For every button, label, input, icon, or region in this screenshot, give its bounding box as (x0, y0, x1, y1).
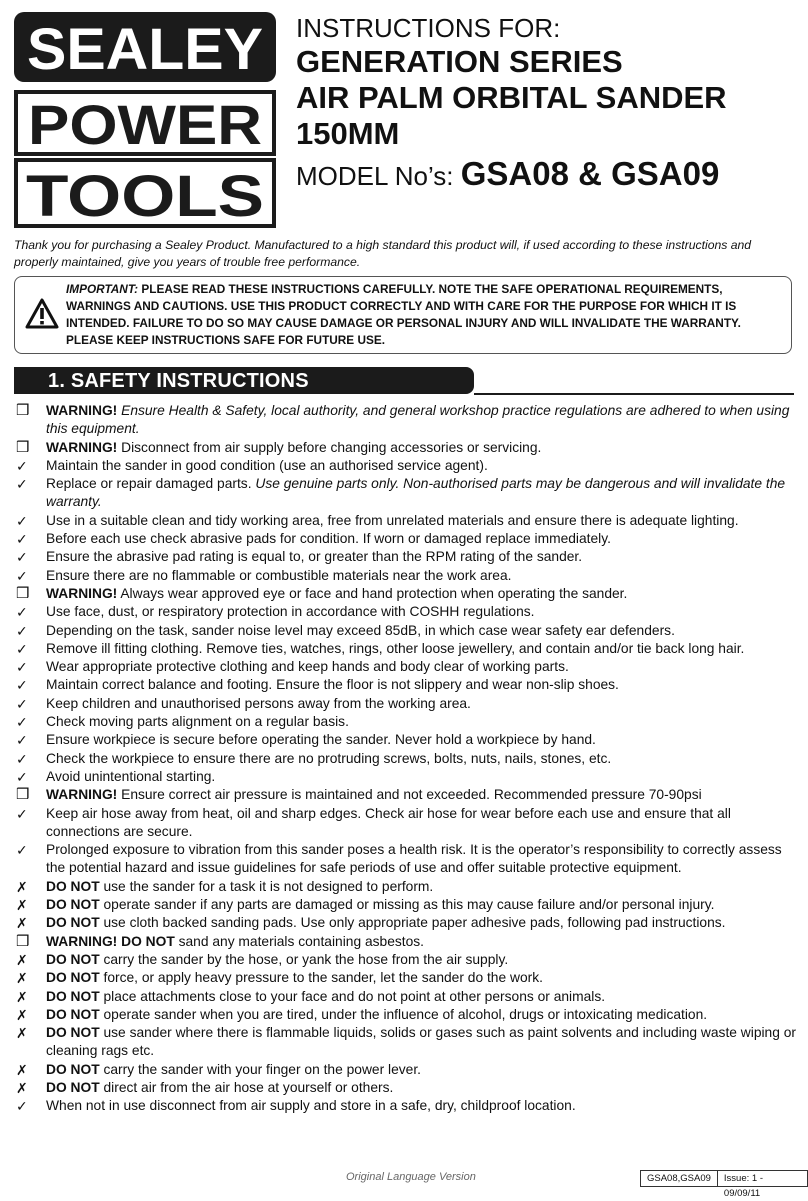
cross-mark-icon: ✗ (16, 970, 28, 987)
item-text: Replace or repair damaged parts. (46, 476, 256, 492)
item-text: When not in use disconnect from air supply and store in a safe, dry, childproof location. (46, 1098, 576, 1114)
cross-mark-icon: ✗ (16, 1006, 28, 1023)
item-text: use cloth backed sanding pads. Use only appropriate paper adhesive pads, following pad instructions. (99, 915, 726, 931)
item-emphasis: DO NOT (46, 878, 100, 894)
item-text: Ensure correct air pressure is maintained and not exceeded. Recommended pressure 70-90psi (117, 787, 702, 803)
instruction-item (14, 969, 798, 987)
instruction-item (14, 1097, 798, 1115)
item-emphasis: DO NOT (46, 915, 100, 931)
instruction-item (14, 567, 798, 585)
sealey-power-tools-logo (14, 12, 276, 228)
item-emphasis: DO NOT (46, 897, 100, 913)
logo-tools-text: TOOLS (26, 164, 264, 228)
item-emphasis: WARNING! DO NOT (46, 933, 175, 949)
item-text: Ensure there are no flammable or combustible materials near the work area. (46, 567, 512, 583)
check-mark-icon: ✓ (16, 622, 28, 639)
check-mark-icon: ✓ (16, 750, 28, 767)
title-line-3: 150MM (296, 116, 400, 151)
item-text: operate sander when you are tired, under the influence of alcohol, drugs or intoxicating medication. (99, 1006, 708, 1022)
check-mark-icon: ✓ (16, 805, 28, 822)
instruction-item (14, 731, 798, 749)
model-label: MODEL No’s: (296, 161, 454, 191)
footer-info-box (640, 1170, 808, 1199)
warning-box-icon: ❒ (16, 584, 30, 602)
cross-mark-icon: ✗ (16, 878, 28, 895)
logo-sealey-text: SEALEY (27, 17, 263, 82)
instruction-item (14, 695, 798, 713)
instruction-item (14, 585, 798, 603)
important-body: PLEASE READ THESE INSTRUCTIONS CAREFULLY. NOTE THE SAFE OPERATIONAL REQUIREMENTS, WARNINGS AND CAUTIONS. USE THIS PRODUCT CORRECTLY AND WITH CARE FOR THE PURPOSE FOR WHICH IT IS INTENDED. FAILURE TO DO SO MAY CAUSE DAMAGE OR PERSONAL INJURY AND WILL INVALIDATE THE WARRANTY. PLEASE KEEP INSTRUCTIONS SAFE FOR FUTURE USE. (66, 282, 741, 347)
cross-mark-icon: ✗ (16, 951, 28, 968)
warning-box-icon: ❒ (16, 786, 30, 804)
item-text: Before each use check abrasive pads for condition. If worn or damaged replace immediately. (46, 531, 611, 547)
check-mark-icon: ✓ (16, 714, 28, 731)
check-mark-icon: ✓ (16, 677, 28, 694)
item-italic-text: Use genuine parts only. Non-authorised parts may be dangerous and will invalidate the warranty. (46, 476, 786, 510)
item-text: Ensure workpiece is secure before operating the sander. Never hold a workpiece by hand. (46, 732, 596, 748)
instruction-item (14, 951, 798, 969)
check-mark-icon: ✓ (16, 567, 28, 584)
instruction-item (14, 1061, 798, 1079)
item-text: Ensure Health & Safety, local authority, and general workshop practice regulations are adhered to when using this equipment. (46, 403, 790, 437)
instruction-item (14, 768, 798, 786)
model-line (296, 154, 801, 196)
important-label: IMPORTANT: (66, 282, 139, 296)
check-mark-icon: ✓ (16, 531, 28, 548)
instruction-item (14, 402, 798, 439)
instruction-item (14, 457, 798, 475)
item-text: Check moving parts alignment on a regular basis. (46, 714, 349, 730)
instruction-item (14, 603, 798, 621)
logo-power-text: POWER (28, 93, 262, 156)
item-text: Always wear approved eye or face and hand protection when operating the sander. (117, 585, 628, 601)
item-text: Keep children and unauthorised persons away from the working area. (46, 695, 471, 711)
document-header (296, 12, 801, 196)
item-text: force, or apply heavy pressure to the sander, let the sander do the work. (99, 970, 543, 986)
item-text: Ensure the abrasive pad rating is equal to, or greater than the RPM rating of the sander. (46, 549, 583, 565)
section-title: 1. SAFETY INSTRUCTIONS (48, 370, 309, 392)
item-emphasis: WARNING! (46, 585, 118, 601)
cross-mark-icon: ✗ (16, 897, 28, 914)
instruction-item (14, 933, 798, 951)
instruction-item (14, 750, 798, 768)
instruction-item (14, 805, 798, 842)
item-emphasis: WARNING! (46, 403, 118, 418)
cross-mark-icon: ✗ (16, 1079, 28, 1096)
cross-mark-icon: ✗ (16, 1025, 28, 1042)
instruction-item (14, 914, 798, 932)
check-mark-icon: ✓ (16, 768, 28, 785)
item-emphasis: DO NOT (46, 951, 100, 967)
item-emphasis: WARNING! (46, 787, 118, 803)
warning-triangle-icon (25, 298, 59, 330)
check-mark-icon: ✓ (16, 512, 28, 529)
instruction-item (14, 1006, 798, 1024)
item-text: Disconnect from air supply before changing accessories or servicing. (117, 439, 542, 455)
instruction-item (14, 988, 798, 1006)
warning-box-icon: ❒ (16, 932, 30, 950)
title-line-1: GENERATION SERIES (296, 44, 623, 79)
item-text: operate sander if any parts are damaged or missing as this may cause failure and/or personal injury. (99, 897, 715, 913)
item-text: Use in a suitable clean and tidy working area, free from unrelated materials and ensure there is adequate lighting. (46, 512, 739, 528)
item-text: Depending on the task, sander noise level may exceed 85dB, in which case wear safety ear defenders. (46, 622, 675, 638)
check-mark-icon: ✓ (16, 457, 28, 474)
cross-mark-icon: ✗ (16, 915, 28, 932)
instruction-item (14, 439, 798, 457)
check-mark-icon: ✓ (16, 842, 28, 859)
important-notice-box (14, 276, 792, 354)
item-text: Wear appropriate protective clothing and keep hands and body clear of working parts. (46, 659, 569, 675)
item-emphasis: DO NOT (46, 970, 100, 986)
item-text: Use face, dust, or respiratory protection in accordance with COSHH regulations. (46, 604, 535, 620)
title-line-2: AIR PALM ORBITAL SANDER (296, 80, 727, 115)
item-text: use the sander for a task it is not designed to perform. (99, 878, 434, 894)
thank-you-text: Thank you for purchasing a Sealey Product. Manufactured to a high standard this product will, if used according to these instructions and properly maintained, give you years of trouble free performance. (14, 238, 752, 269)
instruction-item (14, 475, 798, 512)
check-mark-icon: ✓ (16, 476, 28, 493)
important-text (66, 281, 783, 349)
item-text: sand any materials containing asbestos. (174, 933, 425, 949)
instruction-item (14, 841, 798, 878)
instruction-item (14, 1024, 798, 1061)
cross-mark-icon: ✗ (16, 1061, 28, 1078)
check-mark-icon: ✓ (16, 1098, 28, 1115)
instruction-item (14, 530, 798, 548)
instruction-item (14, 512, 798, 530)
footer-issue: Issue: 1 - 09/09/11 (717, 1171, 807, 1186)
section-heading-bar (14, 367, 474, 394)
check-mark-icon: ✓ (16, 640, 28, 657)
item-emphasis: DO NOT (46, 1025, 100, 1041)
item-text: carry the sander by the hose, or yank the hose from the air supply. (99, 951, 509, 967)
instruction-item (14, 640, 798, 658)
item-text: Keep air hose away from heat, oil and sharp edges. Check air hose for wear before each use and ensure that all connections are secure. (46, 805, 731, 839)
check-mark-icon: ✓ (16, 659, 28, 676)
item-emphasis: DO NOT (46, 1061, 100, 1077)
original-language-note: Original Language Version (346, 1171, 476, 1183)
item-text: Maintain the sander in good condition (use an authorised service agent). (46, 457, 488, 473)
instructions-for-label: INSTRUCTIONS FOR: (296, 13, 561, 43)
safety-instructions-list (14, 402, 798, 1116)
instruction-item (14, 676, 798, 694)
instruction-item (14, 878, 798, 896)
instruction-item (14, 786, 798, 804)
item-text: use sander where there is flammable liquids, solids or gases such as paint solvents and including waste wiping or cleaning rags etc. (46, 1025, 797, 1059)
item-emphasis: WARNING! (46, 439, 118, 455)
warning-box-icon: ❒ (16, 438, 30, 456)
instruction-item (14, 622, 798, 640)
instruction-item (14, 713, 798, 731)
item-emphasis: DO NOT (46, 1006, 100, 1022)
item-text: direct air from the air hose at yourself or others. (99, 1079, 394, 1095)
item-text: Avoid unintentional starting. (46, 768, 216, 784)
item-emphasis: DO NOT (46, 988, 100, 1004)
cross-mark-icon: ✗ (16, 988, 28, 1005)
check-mark-icon: ✓ (16, 732, 28, 749)
item-text: place attachments close to your face and do not point at other persons or animals. (99, 988, 606, 1004)
item-text: carry the sander with your finger on the power lever. (99, 1061, 421, 1077)
instruction-item (14, 1079, 798, 1097)
footer-models: GSA08,GSA09 (647, 1173, 711, 1184)
check-mark-icon: ✓ (16, 695, 28, 712)
model-numbers: GSA08 & GSA09 (460, 155, 720, 192)
item-text: Maintain correct balance and footing. Ensure the floor is not slippery and wear non-slip shoes. (46, 677, 619, 693)
warning-box-icon: ❒ (16, 402, 30, 419)
instruction-item (14, 658, 798, 676)
item-text: Check the workpiece to ensure there are no protruding screws, bolts, nuts, nails, stones, etc. (46, 750, 612, 766)
check-mark-icon: ✓ (16, 604, 28, 621)
item-emphasis: DO NOT (46, 1079, 100, 1095)
instruction-item (14, 548, 798, 566)
check-mark-icon: ✓ (16, 549, 28, 566)
item-text: Prolonged exposure to vibration from this sander poses a health risk. It is the operator’s responsibility to correctly assess the potential hazard and issue guidelines for safe periods of use and offer suitable protective equipment. (46, 842, 782, 876)
section-divider (474, 393, 794, 395)
item-text: Remove ill fitting clothing. Remove ties, watches, rings, other loose jewellery, and contain and/or tie back long hair. (46, 640, 745, 656)
instruction-item (14, 896, 798, 914)
